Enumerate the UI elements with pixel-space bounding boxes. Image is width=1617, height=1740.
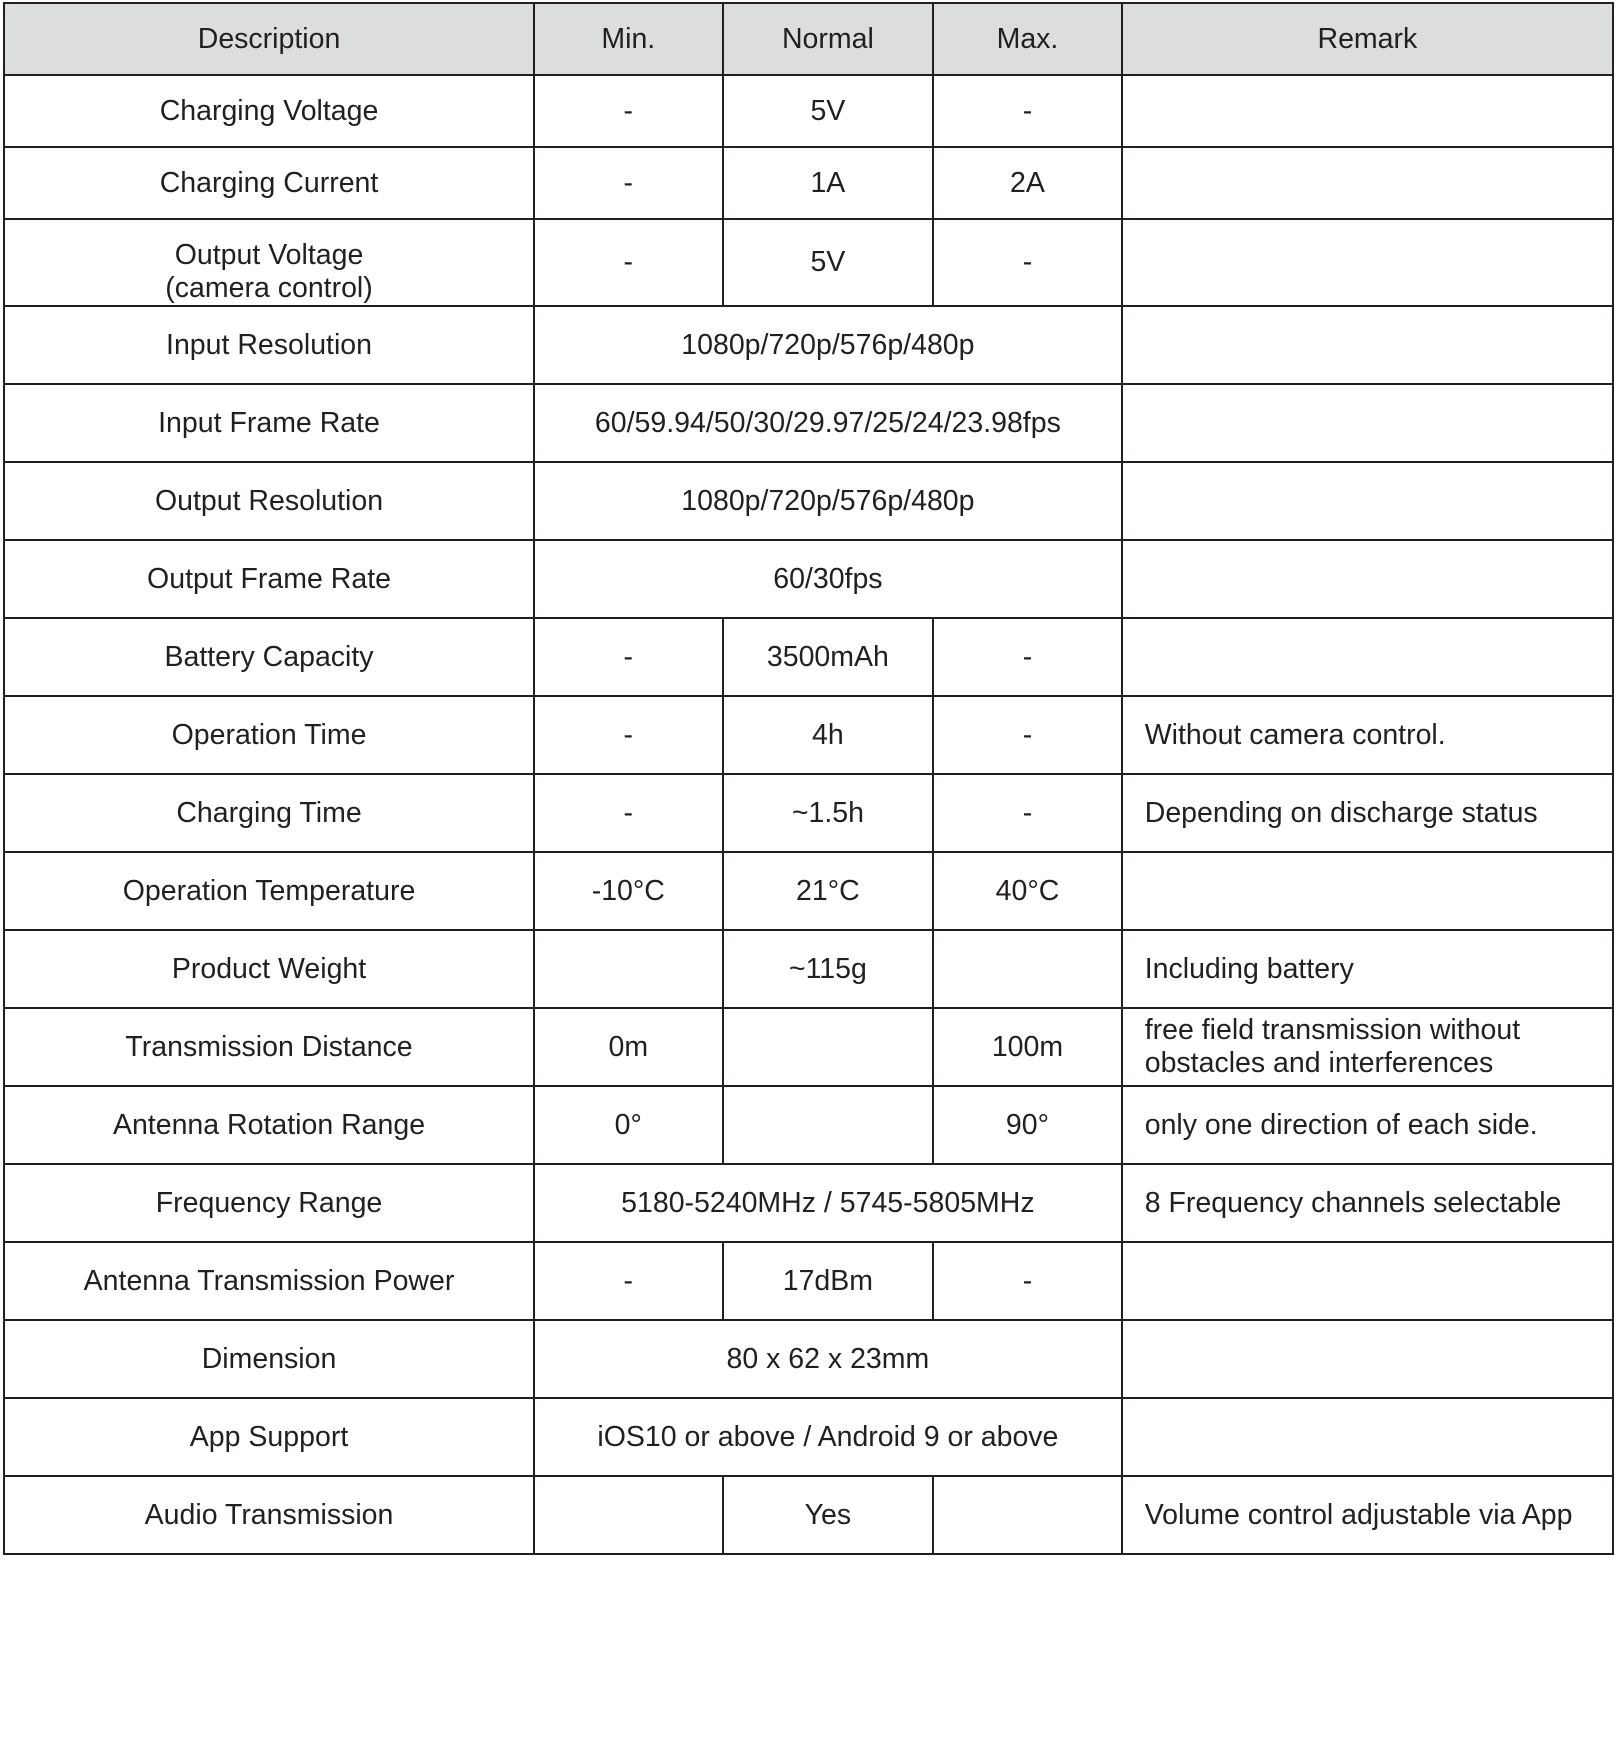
cell-description: App Support: [4, 1398, 534, 1476]
cell-min: -: [534, 1242, 723, 1320]
cell-remark: [1122, 618, 1613, 696]
table-row: [4, 1476, 1613, 1554]
cell-normal: 5V: [723, 75, 934, 147]
cell-remark: Depending on discharge status: [1122, 774, 1613, 852]
cell-description: Charging Current: [4, 147, 534, 219]
header-max: Max.: [933, 3, 1122, 75]
cell-remark: Volume control adjustable via App: [1122, 1476, 1613, 1554]
cell-remark: free field transmission without obstacles and interferences: [1122, 1008, 1613, 1086]
table-row: [4, 219, 1613, 306]
cell-normal: 3500mAh: [723, 618, 934, 696]
cell-remark: [1122, 147, 1613, 219]
cell-remark: [1122, 852, 1613, 930]
table-row: [4, 1086, 1613, 1164]
table-row: [4, 1242, 1613, 1320]
cell-remark: Including battery: [1122, 930, 1613, 1008]
cell-normal: [723, 1008, 934, 1086]
cell-description: Output Frame Rate: [4, 540, 534, 618]
cell-normal: 4h: [723, 696, 934, 774]
table-row: [4, 774, 1613, 852]
table-row: [4, 306, 1613, 384]
cell-value-span: 1080p/720p/576p/480p: [534, 306, 1122, 384]
cell-description: Dimension: [4, 1320, 534, 1398]
cell-normal: ~1.5h: [723, 774, 934, 852]
cell-min: -: [534, 147, 723, 219]
cell-value-span: 5180-5240MHz / 5745-5805MHz: [534, 1164, 1122, 1242]
cell-description: Battery Capacity: [4, 618, 534, 696]
cell-min: [534, 930, 723, 1008]
cell-normal: Yes: [723, 1476, 934, 1554]
cell-description: Charging Voltage: [4, 75, 534, 147]
cell-description: Input Resolution: [4, 306, 534, 384]
cell-max: -: [933, 696, 1122, 774]
cell-description: Input Frame Rate: [4, 384, 534, 462]
header-normal: Normal: [723, 3, 934, 75]
cell-max: [933, 930, 1122, 1008]
cell-remark: Without camera control.: [1122, 696, 1613, 774]
cell-remark: only one direction of each side.: [1122, 1086, 1613, 1164]
cell-normal: ~115g: [723, 930, 934, 1008]
cell-normal: 5V: [723, 219, 934, 306]
cell-remark: [1122, 1320, 1613, 1398]
spec-table-body: [4, 75, 1613, 1554]
cell-min: -: [534, 696, 723, 774]
cell-remark: [1122, 1242, 1613, 1320]
cell-normal: 21°C: [723, 852, 934, 930]
cell-max: 40°C: [933, 852, 1122, 930]
cell-min: -: [534, 219, 723, 306]
cell-value-span: 60/30fps: [534, 540, 1122, 618]
cell-min: 0m: [534, 1008, 723, 1086]
cell-remark: [1122, 462, 1613, 540]
cell-value-span: 80 x 62 x 23mm: [534, 1320, 1122, 1398]
cell-description: Operation Time: [4, 696, 534, 774]
cell-description: Antenna Rotation Range: [4, 1086, 534, 1164]
cell-description: Operation Temperature: [4, 852, 534, 930]
cell-remark: [1122, 219, 1613, 306]
cell-max: -: [933, 75, 1122, 147]
table-row: [4, 930, 1613, 1008]
cell-description: Charging Time: [4, 774, 534, 852]
cell-max: -: [933, 774, 1122, 852]
cell-value-span: 1080p/720p/576p/480p: [534, 462, 1122, 540]
cell-description: Antenna Transmission Power: [4, 1242, 534, 1320]
header-row: [4, 3, 1613, 75]
table-row: [4, 696, 1613, 774]
cell-min: [534, 1476, 723, 1554]
cell-remark: [1122, 1398, 1613, 1476]
cell-max: -: [933, 219, 1122, 306]
cell-min: 0°: [534, 1086, 723, 1164]
header-min: Min.: [534, 3, 723, 75]
table-row: [4, 75, 1613, 147]
cell-max: -: [933, 1242, 1122, 1320]
table-row: [4, 1320, 1613, 1398]
cell-description: Frequency Range: [4, 1164, 534, 1242]
cell-description: Product Weight: [4, 930, 534, 1008]
table-row: [4, 852, 1613, 930]
table-row: [4, 462, 1613, 540]
cell-remark: [1122, 75, 1613, 147]
cell-max: 2A: [933, 147, 1122, 219]
cell-remark: [1122, 540, 1613, 618]
cell-remark: 8 Frequency channels selectable: [1122, 1164, 1613, 1242]
cell-description: Audio Transmission: [4, 1476, 534, 1554]
cell-min: -10°C: [534, 852, 723, 930]
cell-remark: [1122, 306, 1613, 384]
table-row: [4, 147, 1613, 219]
cell-min: -: [534, 75, 723, 147]
cell-max: [933, 1476, 1122, 1554]
cell-normal: [723, 1086, 934, 1164]
cell-remark: [1122, 384, 1613, 462]
cell-value-span: iOS10 or above / Android 9 or above: [534, 1398, 1122, 1476]
table-row: [4, 1008, 1613, 1086]
cell-max: 90°: [933, 1086, 1122, 1164]
cell-min: -: [534, 618, 723, 696]
header-description: Description: [4, 3, 534, 75]
table-row: [4, 540, 1613, 618]
cell-max: -: [933, 618, 1122, 696]
cell-normal: 17dBm: [723, 1242, 934, 1320]
table-row: [4, 1164, 1613, 1242]
table-row: [4, 1398, 1613, 1476]
table-row: [4, 618, 1613, 696]
header-remark: Remark: [1122, 3, 1613, 75]
cell-description: Output Voltage (camera control): [4, 219, 534, 306]
cell-value-span: 60/59.94/50/30/29.97/25/24/23.98fps: [534, 384, 1122, 462]
table-row: [4, 384, 1613, 462]
cell-normal: 1A: [723, 147, 934, 219]
spec-table: [3, 2, 1614, 1555]
cell-description: Output Resolution: [4, 462, 534, 540]
cell-description: Transmission Distance: [4, 1008, 534, 1086]
cell-max: 100m: [933, 1008, 1122, 1086]
cell-min: -: [534, 774, 723, 852]
